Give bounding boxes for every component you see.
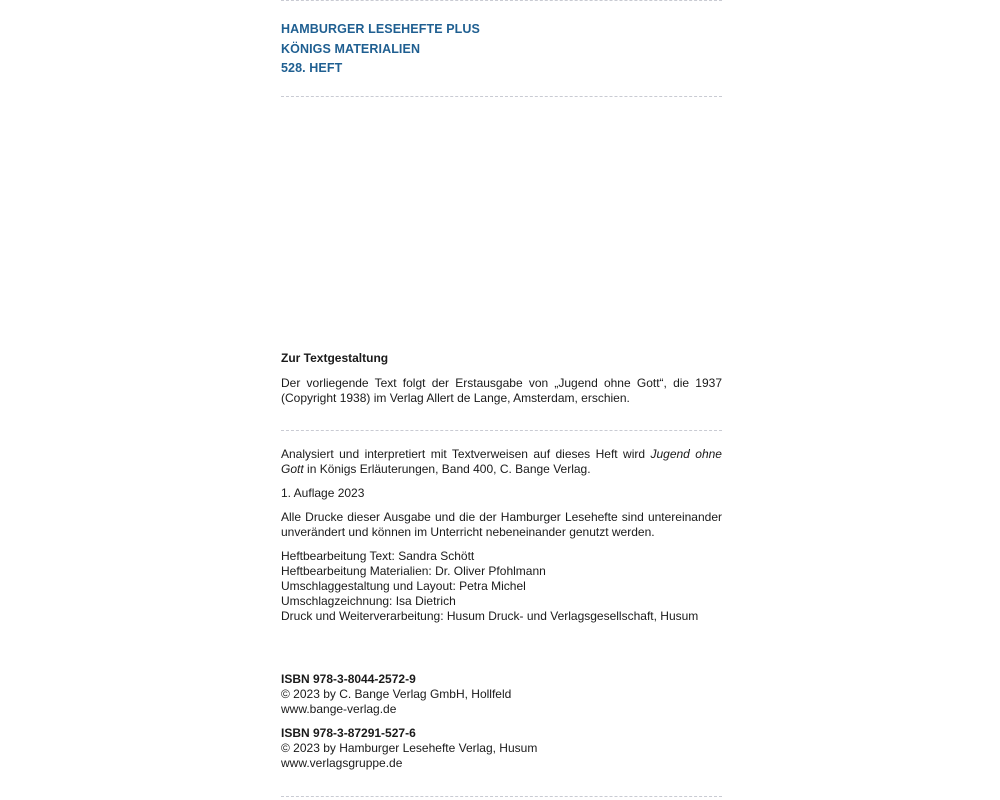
edition: 1. Auflage 2023 [281, 486, 365, 500]
isbn-2: ISBN 978-3-87291-527-6 [281, 726, 416, 740]
analysis-book-title: Jugend ohne Gott [281, 447, 722, 476]
credit-line: Umschlaggestaltung und Layout: Petra Michel [281, 579, 526, 593]
series-title: HAMBURGER LESEHEFTE PLUS [281, 22, 480, 36]
text-design-body: Der vorliegende Text folgt der Erstausgabe von „Jugend ohne Gott“, die 1937 (Copyright 1938) im Verlag Allert de Lange, Amsterdam, erschien. [281, 376, 722, 405]
credit-line: Heftbearbeitung Materialien: Dr. Oliver Pfohlmann [281, 564, 546, 578]
divider-1 [281, 96, 722, 97]
website-2[interactable]: www.verlagsgruppe.de [281, 756, 403, 770]
credit-line: Heftbearbeitung Text: Sandra Schött [281, 549, 475, 563]
imprint-section [281, 447, 722, 624]
publisher-block-1 [281, 672, 722, 717]
text-design-heading: Zur Textgestaltung [281, 351, 389, 365]
copyright-1: © 2023 by C. Bange Verlag GmbH, Hollfeld [281, 687, 512, 701]
issue-number: 528. HEFT [281, 61, 343, 75]
credit-line: Druck und Weiterverarbeitung: Husum Druck- und Verlagsgesellschaft, Husum [281, 609, 699, 623]
prints-note: Alle Drucke dieser Ausgabe und die der Hamburger Lesehefte sind untereinander unverändert und können im Unterricht nebeneinander genutzt werden. [281, 510, 722, 539]
divider-top [281, 0, 722, 1]
copyright-2: © 2023 by Hamburger Lesehefte Verlag, Husum [281, 741, 538, 755]
credits-list [281, 549, 722, 624]
series-subtitle: KÖNIGS MATERIALIEN [281, 41, 421, 56]
analysis-text-1: Analysiert und interpretiert mit Textverweisen auf dieses Heft wird [281, 447, 651, 461]
text-design-section [281, 351, 722, 406]
analysis-text-2: in Königs Erläuterungen, Band 400, C. Bange Verlag. [303, 462, 591, 476]
divider-2 [281, 430, 722, 431]
credit-line: Umschlagzeichnung: Isa Dietrich [281, 594, 456, 608]
publisher-block-2 [281, 726, 722, 771]
isbn-1: ISBN 978-3-8044-2572-9 [281, 672, 416, 686]
website-1[interactable]: www.bange-verlag.de [281, 702, 397, 716]
divider-bottom [281, 796, 722, 797]
analysis-note [281, 447, 722, 477]
series-block [281, 20, 722, 79]
